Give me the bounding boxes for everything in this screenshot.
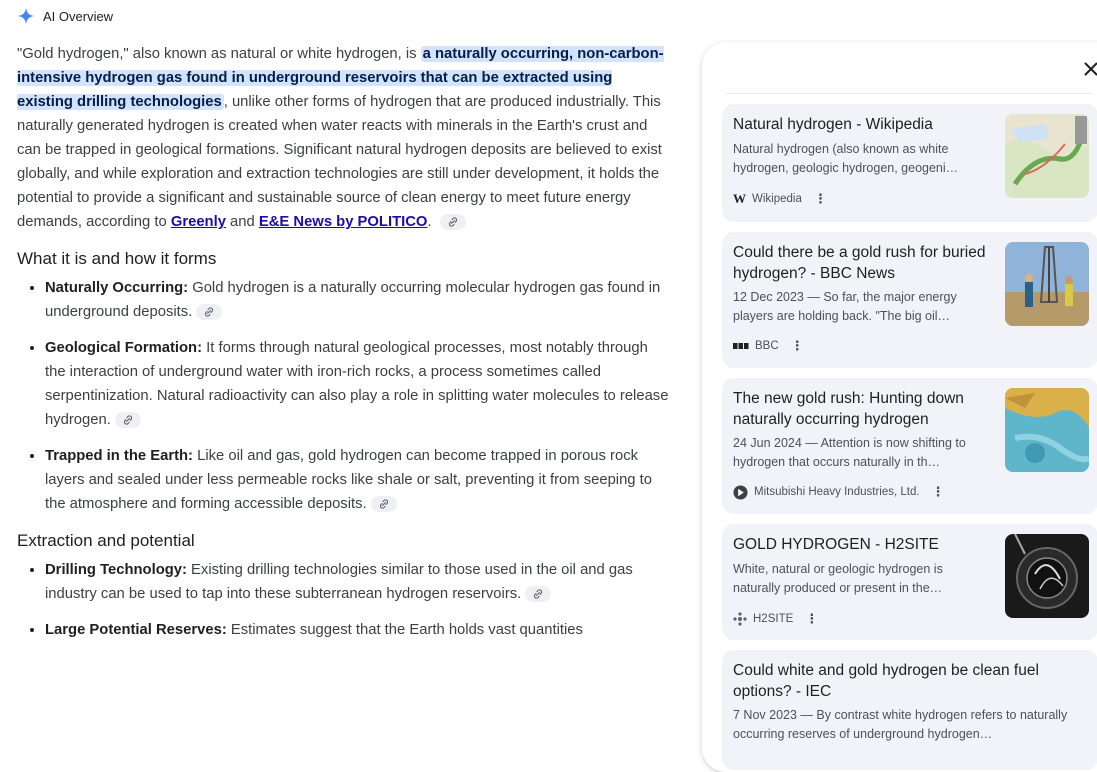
h2site-icon (733, 612, 747, 626)
ai-overview-label: AI Overview (43, 8, 114, 24)
card-source-name: Mitsubishi Heavy Industries, Ltd. (754, 486, 920, 498)
source-card-wikipedia[interactable] (722, 104, 1097, 222)
card-source-name: H2SITE (753, 613, 794, 625)
list-item-text: Estimates suggest that the Earth holds vast quantities (226, 622, 583, 638)
link-chip-icon[interactable] (115, 412, 141, 428)
list-item (45, 276, 672, 324)
wikipedia-icon: W (733, 191, 746, 206)
greenly-link[interactable]: Greenly (170, 214, 226, 230)
link-chip-icon[interactable] (196, 304, 222, 320)
list-item-term: Trapped in the Earth: (45, 448, 193, 464)
source-card-mitsubishi[interactable] (722, 378, 1097, 514)
ai-overview-header (17, 5, 113, 27)
card-snippet: 12 Dec 2023 — So far, the major energy players are holding back. "The big oil… (733, 290, 957, 323)
card-snippet: 7 Nov 2023 — By contrast white hydrogen refers to naturally occurring reserves of underground hydrogen… (733, 708, 1068, 741)
source-card-iec[interactable] (722, 650, 1097, 770)
link-chip-icon[interactable] (371, 496, 397, 512)
card-thumbnail (1005, 114, 1089, 198)
list-item-text: Like oil and gas, gold hydrogen can become trapped in porous rock layers and sealed under less permeable rocks like shale or salt, preventing it from seeping to the atmosphere and forming accessible deposits. (45, 448, 652, 512)
intro-text: "Gold hydrogen," also known as natural or white hydrogen, is (17, 46, 421, 62)
section-heading-formation: What it is and how it forms (17, 249, 217, 268)
bbc-icon (733, 343, 749, 349)
list-item (45, 618, 672, 642)
list-item-term: Drilling Technology: (45, 562, 187, 578)
card-thumbnail (1005, 242, 1089, 326)
more-vert-icon[interactable]: ⋮ (805, 611, 819, 626)
list-item (45, 336, 672, 432)
card-source-name: Wikipedia (752, 193, 802, 205)
ee-news-link[interactable]: E&E News by POLITICO (258, 214, 428, 230)
ai-overview-body (17, 42, 672, 654)
card-source (733, 610, 818, 628)
card-source (733, 337, 804, 355)
section-heading-extraction: Extraction and potential (17, 531, 195, 550)
source-card-bbc[interactable] (722, 232, 1097, 368)
link-chip-icon[interactable] (440, 214, 466, 230)
formation-list (17, 276, 672, 516)
period: . (427, 214, 432, 230)
card-thumbnail (1005, 534, 1089, 618)
card-title[interactable]: GOLD HYDROGEN - H2SITE (733, 536, 939, 553)
list-item-text: Existing drilling technologies similar to those used in the oil and gas industry can be used to tap into these subterranean hydrogen reservoirs. (45, 562, 633, 602)
more-vert-icon[interactable]: ⋮ (790, 338, 804, 353)
list-item (45, 558, 672, 606)
list-item-term: Large Potential Reserves: (45, 622, 227, 638)
card-snippet: Natural hydrogen (also known as white hydrogen, geologic hydrogen, geogeni… (733, 142, 959, 175)
more-vert-icon[interactable]: ⋮ (931, 484, 945, 499)
list-item (45, 444, 672, 516)
card-source (733, 483, 945, 501)
card-title[interactable]: Could there be a gold rush for buried hydrogen? - BBC News (733, 244, 986, 282)
panel-divider (726, 93, 1092, 94)
highlighted-answer[interactable]: a naturally occurring, non-carbon-intensive hydrogen gas found in underground reservoirs that can be extracted using existing drilling technologies (17, 46, 664, 110)
intro-paragraph (17, 42, 672, 234)
intro-text-continued: , unlike other forms of hydrogen that are produced industrially. This naturally generated hydrogen is created when water reacts with minerals in the Earth's crust and can be trapped in geological formations. Significant natural hydrogen deposits are believed to exist globally, and while exploration and extraction technologies are still under development, it holds the potential to provide a significant and sustainable source of clean energy to meet future energy demands, according to (17, 94, 662, 230)
list-item-text: It forms through natural geological processes, most notably through the interaction of underground water with iron-rich rocks, a process sometimes called serpentinization. Natural radioactivity can also play a role in splitting water molecules to release hydrogen. (45, 340, 669, 428)
link-chip-icon[interactable] (525, 586, 551, 602)
card-source (733, 190, 827, 208)
card-thumbnail (1005, 388, 1089, 472)
list-item-text: Gold hydrogen is a naturally occurring molecular hydrogen gas found in underground deposits. (45, 280, 661, 320)
close-icon[interactable] (1080, 58, 1097, 80)
card-title[interactable]: The new gold rush: Hunting down naturally occurring hydrogen (733, 390, 964, 428)
conjunction: and (225, 214, 259, 230)
card-snippet: White, natural or geologic hydrogen is naturally produced or present in the… (733, 562, 943, 595)
card-title[interactable]: Could white and gold hydrogen be clean fuel options? - IEC (733, 662, 1039, 700)
mitsubishi-icon (733, 485, 748, 500)
source-card-h2site[interactable] (722, 524, 1097, 640)
more-vert-icon[interactable]: ⋮ (813, 191, 827, 206)
list-item-term: Naturally Occurring: (45, 280, 189, 296)
card-source-name: BBC (755, 340, 779, 352)
card-title[interactable]: Natural hydrogen - Wikipedia (733, 116, 933, 133)
list-item-term: Geological Formation: (45, 340, 203, 356)
extraction-list (17, 558, 672, 642)
sparkle-icon (17, 7, 35, 25)
card-snippet: 24 Jun 2024 — Attention is now shifting to hydrogen that occurs naturally in th… (733, 436, 966, 469)
